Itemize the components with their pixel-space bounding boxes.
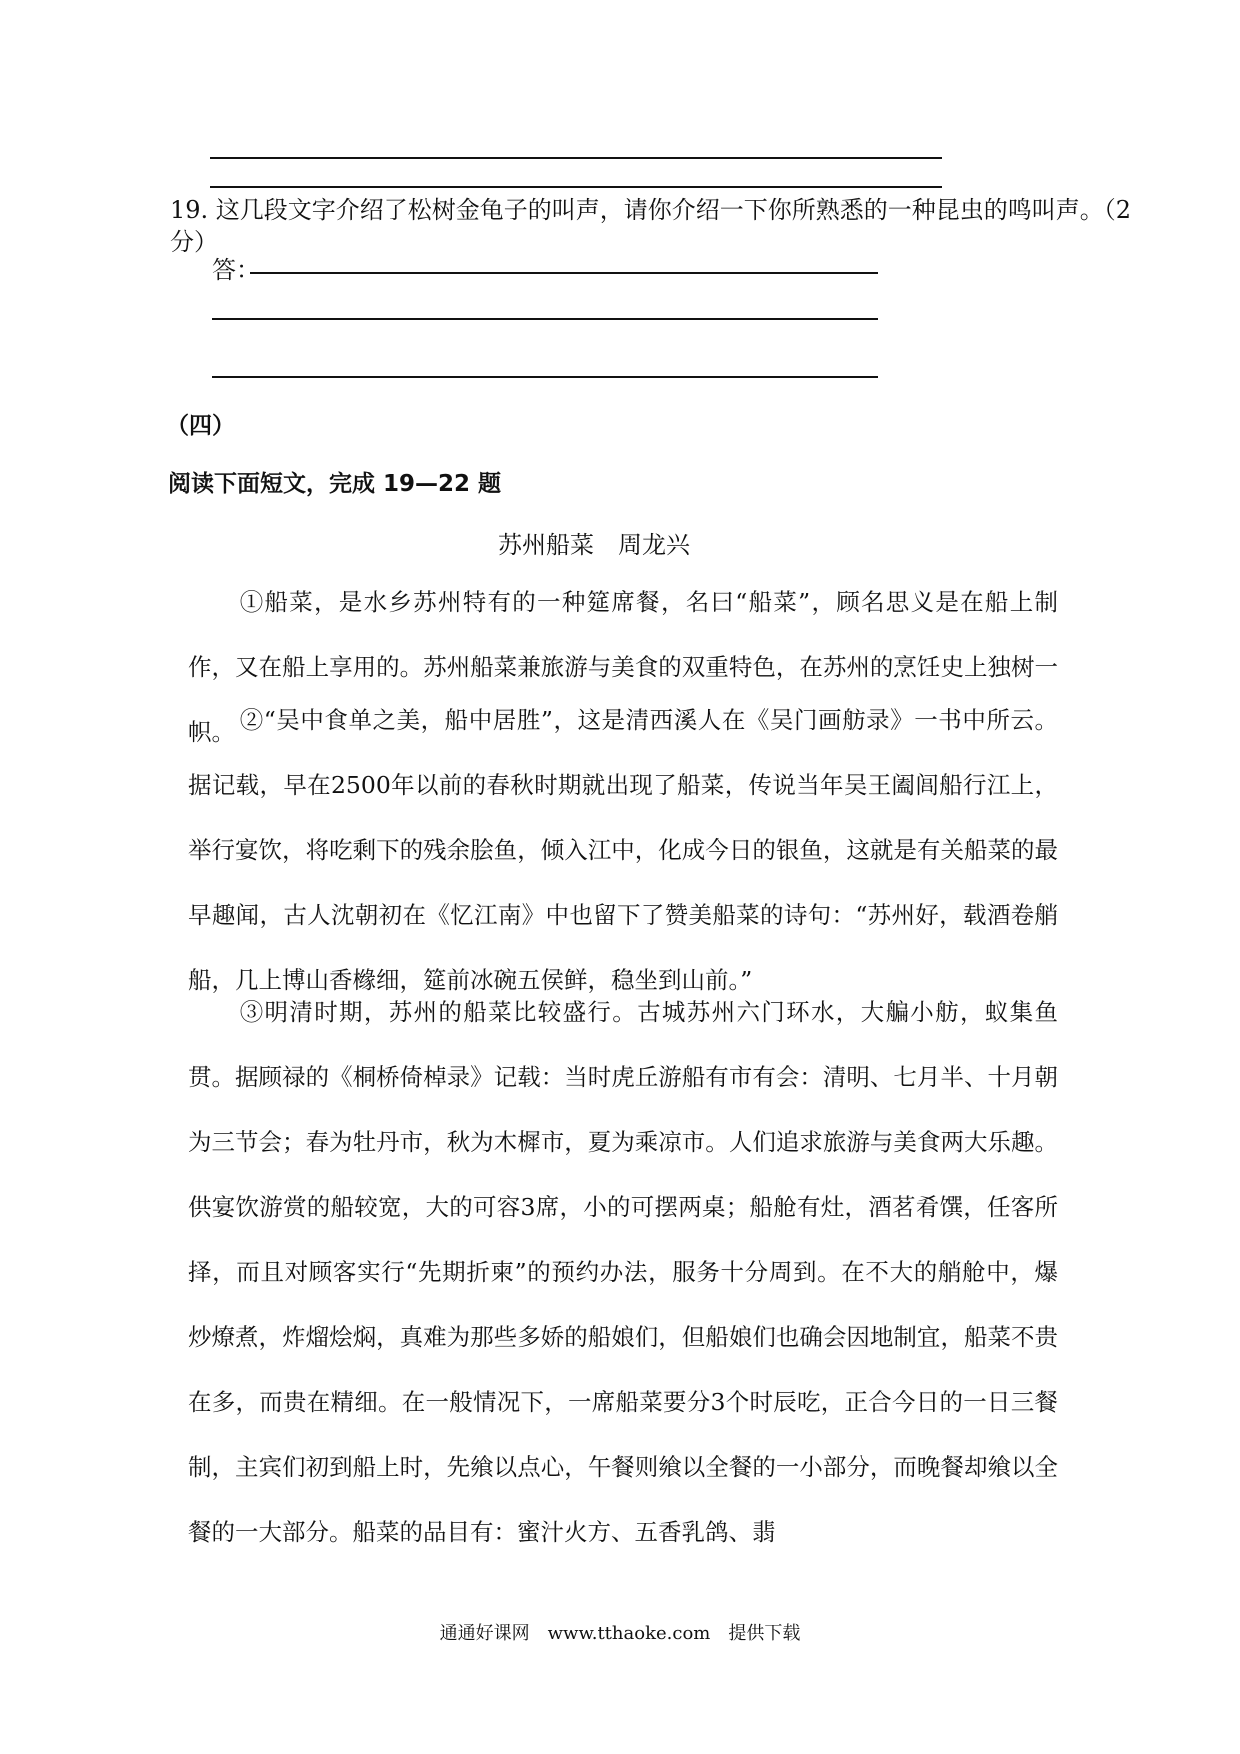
article-title: 苏州船菜 周龙兴 — [498, 531, 690, 559]
article-paragraph-2: ②“吴中食单之美，船中居胜”，这是清西溪人在《吴门画舫录》一书中所云。据记载，早在2500年以前的春秋时期就出现了船菜，传说当年吴王阖闾船行江上，举行宴饮，将吃剩下的残余脍鱼，倾入江中，化成今日的银鱼，这就是有关船菜的最早趣闻，古人沈朝初在《忆江南》中也留下了赞美船菜的诗句：“苏州好，载酒卷艄船，几上博山香橼细，筵前冰碗五侯鲜，稳坐到山前。” — [188, 706, 1058, 994]
answer-line-2[interactable] — [212, 318, 878, 320]
question-19-text-line-2: 分） — [170, 228, 218, 256]
question-19-text-line-1: 19. 这几段文字介绍了松树金龟子的叫声，请你介绍一下你所熟悉的一种昆虫的鸣叫声。（2 — [170, 196, 1132, 224]
answer-label: 答： — [212, 256, 260, 284]
answer-rule-top-1 — [210, 157, 942, 159]
section-number: （四） — [166, 413, 235, 439]
answer-line-3[interactable] — [212, 376, 878, 378]
answer-rule-top-2 — [210, 186, 942, 188]
answer-line-1[interactable] — [250, 272, 878, 274]
page-footer: 通通好课网 www.tthaoke.com 提供下载 — [439, 1623, 801, 1644]
section-instruction: 阅读下面短文，完成 19—22 题 — [168, 471, 502, 497]
article-paragraph-1: ①船菜，是水乡苏州特有的一种筵席餐，名曰“船菜”，顾名思义是在船上制作，又在船上享用的。苏州船菜兼旅游与美食的双重特色，在苏州的烹饪史上独树一帜。 — [188, 588, 1058, 746]
article-paragraph-3: ③明清时期，苏州的船菜比较盛行。古城苏州六门环水，大艑小舫，蚁集鱼贯。据顾禄的《桐桥倚棹录》记载：当时虎丘游船有市有会：清明、七月半、十月朝为三节会；春为牡丹市，秋为木樨市，夏为乘凉市。人们追求旅游与美食两大乐趣。供宴饮游赏的船较宽，大的可容3席，小的可摆两桌；船舱有灶，酒茗肴馔，任客所择，而且对顾客实行“先期折柬”的预约办法，服务十分周到。在不大的艄舱中，爆炒燎煮，炸熘烩焖，真难为那些多娇的船娘们，但船娘们也确会因地制宜，船菜不贵在多，而贵在精细。在一般情况下，一席船菜要分3个时辰吃，正合今日的一日三餐制，主宾们初到船上时，先飨以点心，午餐则飨以全餐的一小部分，而晚餐却飨以全餐的一大部分。船菜的品目有：蜜汁火方、五香乳鸽、翡 — [188, 998, 1058, 1546]
